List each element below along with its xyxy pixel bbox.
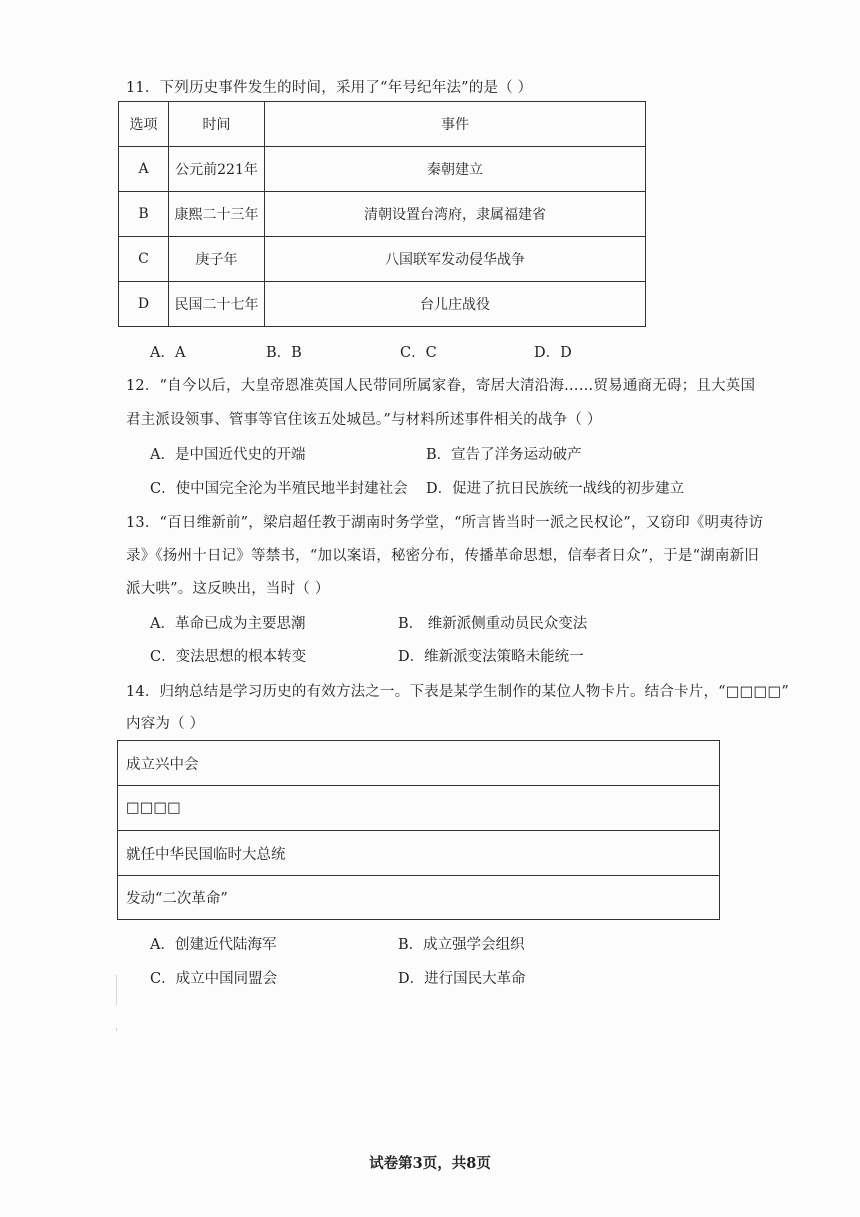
- q11-option-a: A．A: [150, 345, 186, 361]
- q14-stem-line2: 内容为（ ）: [126, 716, 205, 732]
- table-cell: 庚子年: [169, 237, 265, 282]
- q14-stem-line1: 14．归纳总结是学习历史的有效方法之一。下表是某学生制作的某位人物卡片。结合卡片，“□□□□”: [126, 684, 789, 700]
- table-cell: 康熙二十三年: [169, 192, 265, 237]
- q12-option-d: D．促进了抗日民族统一战线的初步建立: [426, 481, 685, 497]
- table-cell: D: [119, 282, 169, 327]
- table-cell: 公元前221年: [169, 147, 265, 192]
- table-row: [119, 192, 646, 237]
- page-footer: 试卷第3页，共8页: [369, 1155, 491, 1172]
- q13-stem-line1: 13．“百日维新前”，梁启超任教于湖南时务学堂，“所言皆当时一派之民权论”，又窃印《明夷待访: [126, 515, 764, 531]
- q11-option-d: D．D: [534, 345, 572, 361]
- table-row: [119, 147, 646, 192]
- q12-stem-line1: 12．“自今以后，大皇帝恩准英国人民带同所属家眷，寄居大清沿海……贸易通商无碍；且大英国: [126, 378, 756, 394]
- table-header-cell: 时间: [169, 102, 265, 147]
- table-row: [119, 282, 646, 327]
- table-cell: 民国二十七年: [169, 282, 265, 327]
- table-cell: A: [119, 147, 169, 192]
- q12-stem-line2: 君主派设领事、管事等官住该五处城邑。”与材料所述事件相关的战争（ ）: [126, 412, 602, 428]
- q14-option-c: C．成立中国同盟会: [150, 971, 278, 987]
- scan-mark: [116, 1028, 117, 1031]
- q11-option-b: B．B: [266, 345, 302, 361]
- q11-table: [118, 101, 646, 327]
- q12-option-c: C．使中国完全沦为半殖民地半封建社会: [150, 481, 408, 497]
- q13-option-d: D．维新派变法策略未能统一: [398, 649, 584, 665]
- q13-stem-line3: 派大哄”。这反映出，当时（ ）: [126, 581, 330, 597]
- table-cell: 八国联军发动侵华战争: [265, 237, 646, 282]
- table-header-cell: 选项: [119, 102, 169, 147]
- q13-stem-line2: 录》《扬州十日记》等禁书，“加以案语，秘密分布，传播革命思想，信奉者日众”，于是“湖南新旧: [126, 548, 759, 564]
- table-header-row: [119, 102, 646, 147]
- table-cell: B: [119, 192, 169, 237]
- q12-option-b: B．宣告了洋务运动破产: [426, 447, 582, 463]
- scan-mark: [116, 975, 117, 1005]
- q11-stem: 11．下列历史事件发生的时间，采用了“年号纪年法”的是（ ）: [126, 80, 533, 96]
- q13-option-a: A．革命已成为主要思潮: [150, 616, 306, 632]
- q14-option-b: B．成立强学会组织: [398, 937, 525, 953]
- q14-person-card: [117, 740, 720, 920]
- q14-option-d: D．进行国民大革命: [398, 971, 526, 987]
- q13-option-b: B． 维新派侧重动员民众变法: [398, 616, 588, 632]
- q12-option-a: A．是中国近代史的开端: [150, 447, 306, 463]
- card-row: 成立兴中会: [117, 740, 720, 785]
- card-row: 发动“二次革命”: [117, 875, 720, 920]
- q11-option-c: C．C: [400, 345, 437, 361]
- card-row-blank: □□□□: [117, 785, 720, 830]
- table-cell: 秦朝建立: [265, 147, 646, 192]
- card-row: 就任中华民国临时大总统: [117, 830, 720, 875]
- table-cell: C: [119, 237, 169, 282]
- table-cell: 清朝设置台湾府，隶属福建省: [265, 192, 646, 237]
- table-cell: 台儿庄战役: [265, 282, 646, 327]
- table-row: [119, 237, 646, 282]
- q13-option-c: C．变法思想的根本转变: [150, 649, 307, 665]
- table-header-cell: 事件: [265, 102, 646, 147]
- q14-option-a: A．创建近代陆海军: [150, 937, 277, 953]
